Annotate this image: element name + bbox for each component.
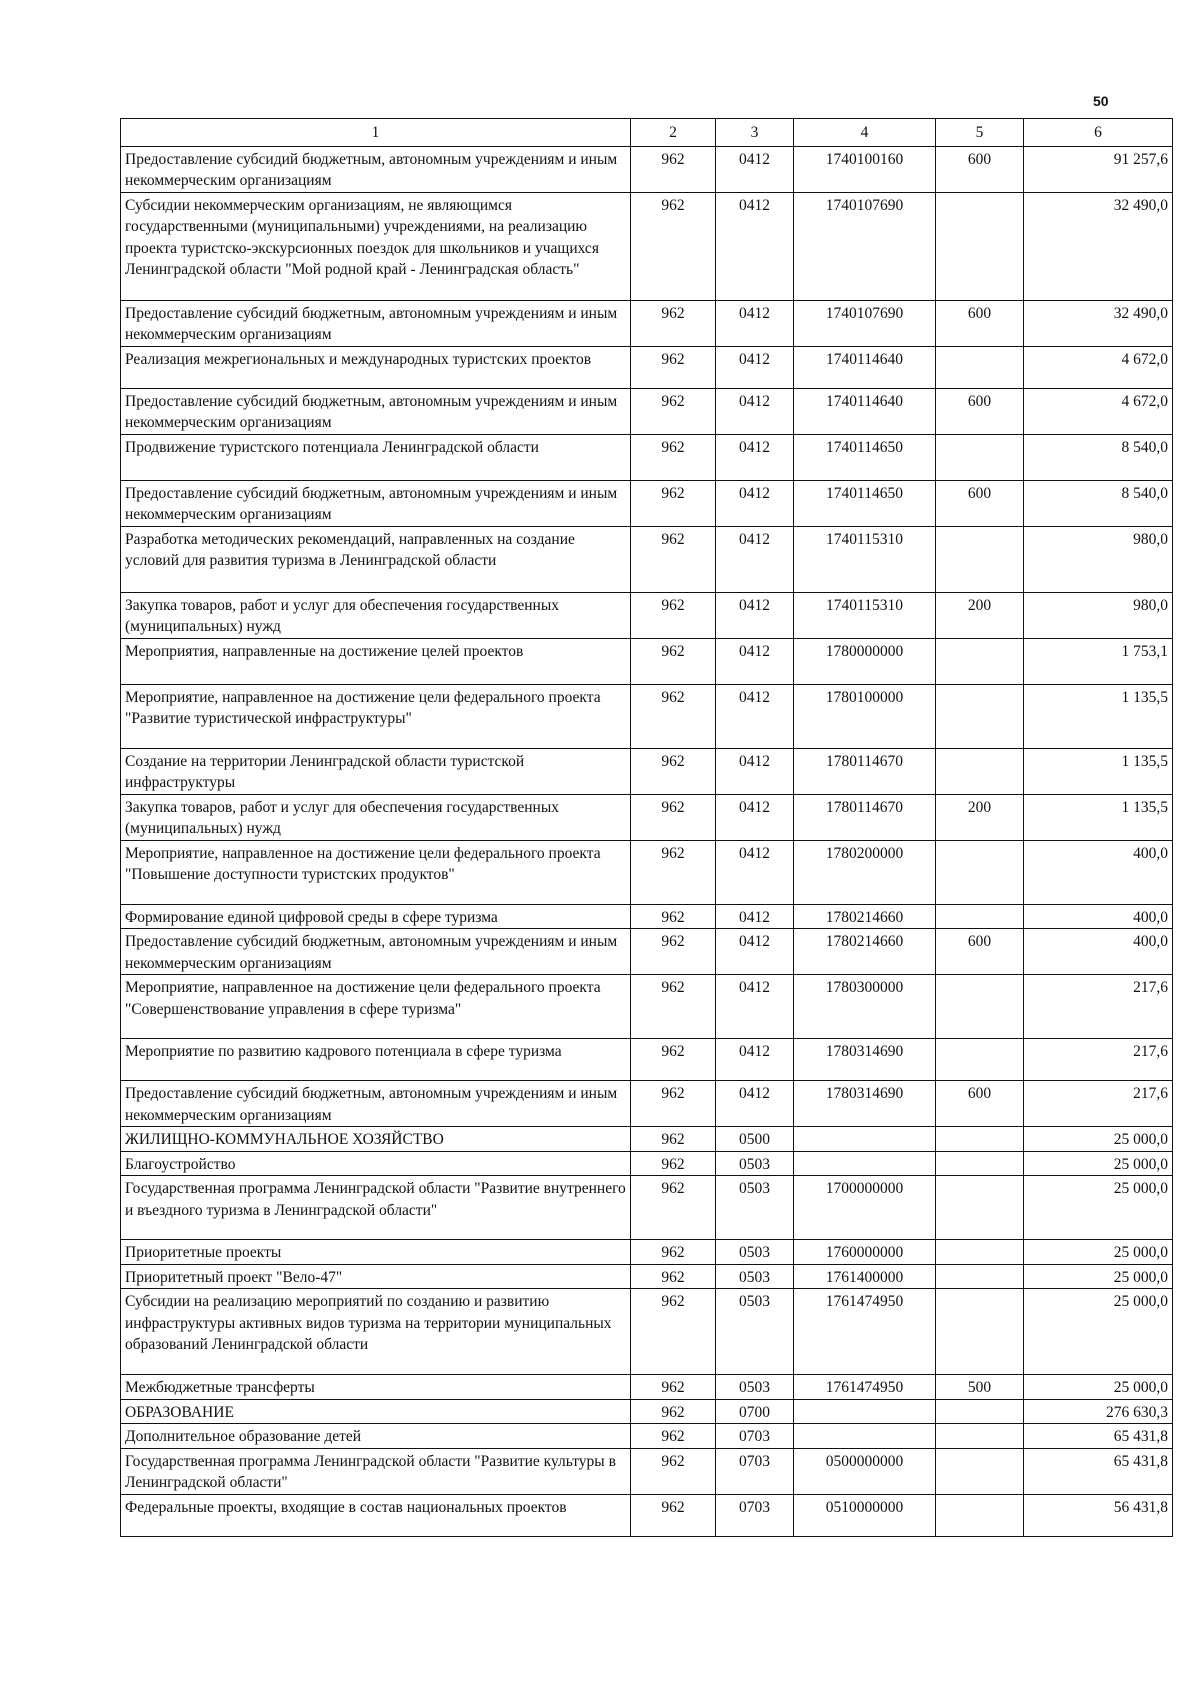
- row-amount-cell: 400,0: [1024, 840, 1173, 904]
- row-amount-cell: 980,0: [1024, 592, 1173, 638]
- page-number: 50: [1093, 93, 1109, 109]
- row-name-cell: Субсидии на реализацию мероприятий по созданию и развитию инфраструктуры активных видов туризма на территории муниципальных образований Ленинградской области: [121, 1289, 631, 1375]
- row-section-code-cell: 0412: [716, 748, 794, 794]
- row-expense-type-cell: [936, 192, 1024, 300]
- row-target-code-cell: 1780314690: [794, 1039, 936, 1081]
- row-amount-cell: 4 672,0: [1024, 388, 1173, 434]
- row-name-cell: Дополнительное образование детей: [121, 1424, 631, 1449]
- row-name-cell: Государственная программа Ленинградской области "Развитие внутреннего и въездного туризма в Ленинградской области": [121, 1176, 631, 1240]
- row-expense-type-cell: 600: [936, 388, 1024, 434]
- row-amount-cell: 25 000,0: [1024, 1127, 1173, 1152]
- table-row: [121, 1151, 1173, 1176]
- row-target-code-cell: 1780114670: [794, 794, 936, 840]
- row-ministry-code-cell: 962: [631, 975, 716, 1039]
- row-target-code-cell: 1740115310: [794, 526, 936, 592]
- row-section-code-cell: 0700: [716, 1399, 794, 1424]
- row-target-code-cell: [794, 1424, 936, 1449]
- table-body: [121, 146, 1173, 1536]
- row-section-code-cell: 0412: [716, 146, 794, 192]
- row-amount-cell: 25 000,0: [1024, 1240, 1173, 1265]
- row-section-code-cell: 0412: [716, 526, 794, 592]
- row-name-cell: ОБРАЗОВАНИЕ: [121, 1399, 631, 1424]
- row-expense-type-cell: [936, 840, 1024, 904]
- row-section-code-cell: 0412: [716, 840, 794, 904]
- row-expense-type-cell: [936, 346, 1024, 388]
- row-section-code-cell: 0412: [716, 480, 794, 526]
- row-name-cell: Закупка товаров, работ и услуг для обеспечения государственных (муниципальных) нужд: [121, 794, 631, 840]
- row-ministry-code-cell: 962: [631, 388, 716, 434]
- row-ministry-code-cell: 962: [631, 146, 716, 192]
- table-row: [121, 434, 1173, 480]
- row-amount-cell: 65 431,8: [1024, 1424, 1173, 1449]
- row-section-code-cell: 0500: [716, 1127, 794, 1152]
- table-row: [121, 1375, 1173, 1400]
- row-target-code-cell: 1780114670: [794, 748, 936, 794]
- table-row: [121, 1127, 1173, 1152]
- row-name-cell: Государственная программа Ленинградской области "Развитие культуры в Ленинградской области": [121, 1448, 631, 1494]
- row-section-code-cell: 0412: [716, 638, 794, 684]
- row-ministry-code-cell: 962: [631, 904, 716, 929]
- table-row: [121, 1039, 1173, 1081]
- row-name-cell: Предоставление субсидий бюджетным, автономным учреждениям и иным некоммерческим организациям: [121, 929, 631, 975]
- column-header-2: 2: [631, 119, 716, 147]
- row-ministry-code-cell: 962: [631, 684, 716, 748]
- row-amount-cell: 217,6: [1024, 975, 1173, 1039]
- row-amount-cell: 276 630,3: [1024, 1399, 1173, 1424]
- row-expense-type-cell: 600: [936, 146, 1024, 192]
- row-name-cell: Мероприятия, направленные на достижение целей проектов: [121, 638, 631, 684]
- row-name-cell: Предоставление субсидий бюджетным, автономным учреждениям и иным некоммерческим организациям: [121, 300, 631, 346]
- row-name-cell: Реализация межрегиональных и международных туристских проектов: [121, 346, 631, 388]
- row-section-code-cell: 0703: [716, 1424, 794, 1449]
- column-header-6: 6: [1024, 119, 1173, 147]
- row-expense-type-cell: [936, 1424, 1024, 1449]
- row-expense-type-cell: [936, 1289, 1024, 1375]
- row-expense-type-cell: [936, 684, 1024, 748]
- row-ministry-code-cell: 962: [631, 300, 716, 346]
- table-row: [121, 592, 1173, 638]
- row-amount-cell: 8 540,0: [1024, 480, 1173, 526]
- table-row: [121, 346, 1173, 388]
- row-expense-type-cell: [936, 1240, 1024, 1265]
- row-expense-type-cell: [936, 638, 1024, 684]
- row-amount-cell: 25 000,0: [1024, 1289, 1173, 1375]
- table-row: [121, 975, 1173, 1039]
- row-section-code-cell: 0412: [716, 794, 794, 840]
- table-row: [121, 904, 1173, 929]
- row-ministry-code-cell: 962: [631, 1375, 716, 1400]
- row-section-code-cell: 0412: [716, 1039, 794, 1081]
- row-ministry-code-cell: 962: [631, 1127, 716, 1152]
- row-expense-type-cell: [936, 1399, 1024, 1424]
- table-row: [121, 1289, 1173, 1375]
- table-header: [121, 119, 1173, 147]
- row-name-cell: Разработка методических рекомендаций, направленных на создание условий для развития туризма в Ленинградской области: [121, 526, 631, 592]
- row-target-code-cell: 1780300000: [794, 975, 936, 1039]
- table-row: [121, 840, 1173, 904]
- row-expense-type-cell: [936, 1448, 1024, 1494]
- table-row: [121, 192, 1173, 300]
- row-name-cell: Предоставление субсидий бюджетным, автономным учреждениям и иным некоммерческим организациям: [121, 146, 631, 192]
- row-name-cell: Предоставление субсидий бюджетным, автономным учреждениям и иным некоммерческим организациям: [121, 1081, 631, 1127]
- row-section-code-cell: 0703: [716, 1494, 794, 1536]
- row-target-code-cell: 1740115310: [794, 592, 936, 638]
- row-ministry-code-cell: 962: [631, 1399, 716, 1424]
- row-amount-cell: 25 000,0: [1024, 1176, 1173, 1240]
- row-ministry-code-cell: 962: [631, 346, 716, 388]
- row-ministry-code-cell: 962: [631, 1039, 716, 1081]
- table-row: [121, 1176, 1173, 1240]
- row-expense-type-cell: 500: [936, 1375, 1024, 1400]
- row-name-cell: Мероприятие, направленное на достижение цели федерального проекта "Совершенствование управления в сфере туризма": [121, 975, 631, 1039]
- table-row: [121, 794, 1173, 840]
- row-name-cell: Предоставление субсидий бюджетным, автономным учреждениям и иным некоммерческим организациям: [121, 388, 631, 434]
- table-row: [121, 1081, 1173, 1127]
- row-expense-type-cell: [936, 1264, 1024, 1289]
- table-row: [121, 1448, 1173, 1494]
- row-expense-type-cell: [936, 1039, 1024, 1081]
- budget-table: [120, 118, 1173, 1537]
- row-section-code-cell: 0412: [716, 1081, 794, 1127]
- row-target-code-cell: 1780214660: [794, 929, 936, 975]
- row-amount-cell: 25 000,0: [1024, 1151, 1173, 1176]
- row-amount-cell: 1 135,5: [1024, 748, 1173, 794]
- table-row: [121, 526, 1173, 592]
- row-ministry-code-cell: 962: [631, 794, 716, 840]
- row-amount-cell: 25 000,0: [1024, 1264, 1173, 1289]
- row-target-code-cell: 0500000000: [794, 1448, 936, 1494]
- column-header-1: 1: [121, 119, 631, 147]
- row-ministry-code-cell: 962: [631, 929, 716, 975]
- row-amount-cell: 56 431,8: [1024, 1494, 1173, 1536]
- row-target-code-cell: [794, 1399, 936, 1424]
- column-header-4: 4: [794, 119, 936, 147]
- row-section-code-cell: 0412: [716, 975, 794, 1039]
- row-target-code-cell: 1700000000: [794, 1176, 936, 1240]
- table-row: [121, 1240, 1173, 1265]
- row-name-cell: Мероприятие, направленное на достижение цели федерального проекта "Повышение доступности туристских продуктов": [121, 840, 631, 904]
- row-amount-cell: 217,6: [1024, 1039, 1173, 1081]
- row-target-code-cell: 1740114650: [794, 480, 936, 526]
- row-ministry-code-cell: 962: [631, 592, 716, 638]
- row-expense-type-cell: [936, 1127, 1024, 1152]
- row-name-cell: ЖИЛИЩНО-КОММУНАЛЬНОЕ ХОЗЯЙСТВО: [121, 1127, 631, 1152]
- row-amount-cell: 980,0: [1024, 526, 1173, 592]
- row-amount-cell: 32 490,0: [1024, 300, 1173, 346]
- row-section-code-cell: 0412: [716, 684, 794, 748]
- row-target-code-cell: [794, 1151, 936, 1176]
- row-section-code-cell: 0703: [716, 1448, 794, 1494]
- row-expense-type-cell: 200: [936, 794, 1024, 840]
- row-section-code-cell: 0412: [716, 592, 794, 638]
- row-expense-type-cell: 200: [936, 592, 1024, 638]
- header-row: [121, 119, 1173, 147]
- table-row: [121, 388, 1173, 434]
- row-target-code-cell: 1740114640: [794, 388, 936, 434]
- row-ministry-code-cell: 962: [631, 1151, 716, 1176]
- row-expense-type-cell: [936, 904, 1024, 929]
- row-amount-cell: 400,0: [1024, 929, 1173, 975]
- row-target-code-cell: 1740100160: [794, 146, 936, 192]
- row-ministry-code-cell: 962: [631, 526, 716, 592]
- row-expense-type-cell: [936, 434, 1024, 480]
- row-expense-type-cell: [936, 975, 1024, 1039]
- row-target-code-cell: 1761400000: [794, 1264, 936, 1289]
- table-row: [121, 684, 1173, 748]
- row-amount-cell: 1 753,1: [1024, 638, 1173, 684]
- row-target-code-cell: 1780100000: [794, 684, 936, 748]
- row-expense-type-cell: [936, 1494, 1024, 1536]
- row-amount-cell: 217,6: [1024, 1081, 1173, 1127]
- row-target-code-cell: 1780000000: [794, 638, 936, 684]
- row-expense-type-cell: [936, 1151, 1024, 1176]
- table-row: [121, 146, 1173, 192]
- row-ministry-code-cell: 962: [631, 638, 716, 684]
- row-amount-cell: 65 431,8: [1024, 1448, 1173, 1494]
- row-name-cell: Субсидии некоммерческим организациям, не являющимся государственными (муниципальными) учреждениями, на реализацию проекта туристско-экскурсионных поездок для школьников и учащихся Ленинградской области "Мой родной край - Ленинградская область": [121, 192, 631, 300]
- row-ministry-code-cell: 962: [631, 840, 716, 904]
- table-row: [121, 1399, 1173, 1424]
- row-ministry-code-cell: 962: [631, 1264, 716, 1289]
- row-expense-type-cell: 600: [936, 300, 1024, 346]
- row-amount-cell: 1 135,5: [1024, 794, 1173, 840]
- row-expense-type-cell: [936, 1176, 1024, 1240]
- row-name-cell: Федеральные проекты, входящие в состав национальных проектов: [121, 1494, 631, 1536]
- row-name-cell: Приоритетный проект "Вело-47": [121, 1264, 631, 1289]
- row-target-code-cell: 1780314690: [794, 1081, 936, 1127]
- row-target-code-cell: 1740114640: [794, 346, 936, 388]
- row-section-code-cell: 0503: [716, 1151, 794, 1176]
- row-amount-cell: 400,0: [1024, 904, 1173, 929]
- row-section-code-cell: 0412: [716, 388, 794, 434]
- row-section-code-cell: 0412: [716, 300, 794, 346]
- row-name-cell: Создание на территории Ленинградской области туристской инфраструктуры: [121, 748, 631, 794]
- table-row: [121, 300, 1173, 346]
- table-row: [121, 638, 1173, 684]
- row-section-code-cell: 0503: [716, 1264, 794, 1289]
- table-row: [121, 929, 1173, 975]
- row-ministry-code-cell: 962: [631, 480, 716, 526]
- row-target-code-cell: 1740114650: [794, 434, 936, 480]
- table-row: [121, 748, 1173, 794]
- row-target-code-cell: 1761474950: [794, 1375, 936, 1400]
- row-amount-cell: 32 490,0: [1024, 192, 1173, 300]
- row-section-code-cell: 0412: [716, 929, 794, 975]
- row-target-code-cell: 1780200000: [794, 840, 936, 904]
- row-amount-cell: 91 257,6: [1024, 146, 1173, 192]
- row-section-code-cell: 0412: [716, 434, 794, 480]
- row-section-code-cell: 0412: [716, 904, 794, 929]
- column-header-5: 5: [936, 119, 1024, 147]
- table-row: [121, 1264, 1173, 1289]
- row-expense-type-cell: 600: [936, 480, 1024, 526]
- row-ministry-code-cell: 962: [631, 1176, 716, 1240]
- row-target-code-cell: 1760000000: [794, 1240, 936, 1265]
- row-section-code-cell: 0503: [716, 1289, 794, 1375]
- row-ministry-code-cell: 962: [631, 1424, 716, 1449]
- row-ministry-code-cell: 962: [631, 1240, 716, 1265]
- row-amount-cell: 4 672,0: [1024, 346, 1173, 388]
- row-name-cell: Мероприятие, направленное на достижение цели федерального проекта "Развитие туристической инфраструктуры": [121, 684, 631, 748]
- table-row: [121, 1424, 1173, 1449]
- row-section-code-cell: 0503: [716, 1176, 794, 1240]
- row-amount-cell: 25 000,0: [1024, 1375, 1173, 1400]
- row-expense-type-cell: 600: [936, 929, 1024, 975]
- row-name-cell: Благоустройство: [121, 1151, 631, 1176]
- row-target-code-cell: 1780214660: [794, 904, 936, 929]
- row-name-cell: Формирование единой цифровой среды в сфере туризма: [121, 904, 631, 929]
- table-row: [121, 480, 1173, 526]
- row-target-code-cell: [794, 1127, 936, 1152]
- column-header-3: 3: [716, 119, 794, 147]
- row-name-cell: Мероприятие по развитию кадрового потенциала в сфере туризма: [121, 1039, 631, 1081]
- row-name-cell: Предоставление субсидий бюджетным, автономным учреждениям и иным некоммерческим организациям: [121, 480, 631, 526]
- row-ministry-code-cell: 962: [631, 1494, 716, 1536]
- row-amount-cell: 8 540,0: [1024, 434, 1173, 480]
- row-name-cell: Закупка товаров, работ и услуг для обеспечения государственных (муниципальных) нужд: [121, 592, 631, 638]
- row-ministry-code-cell: 962: [631, 1448, 716, 1494]
- table-row: [121, 1494, 1173, 1536]
- row-expense-type-cell: [936, 526, 1024, 592]
- row-section-code-cell: 0412: [716, 346, 794, 388]
- row-ministry-code-cell: 962: [631, 1081, 716, 1127]
- row-name-cell: Приоритетные проекты: [121, 1240, 631, 1265]
- row-section-code-cell: 0503: [716, 1375, 794, 1400]
- row-ministry-code-cell: 962: [631, 1289, 716, 1375]
- row-name-cell: Межбюджетные трансферты: [121, 1375, 631, 1400]
- row-name-cell: Продвижение туристского потенциала Ленинградской области: [121, 434, 631, 480]
- row-target-code-cell: 1740107690: [794, 300, 936, 346]
- row-target-code-cell: 1740107690: [794, 192, 936, 300]
- row-section-code-cell: 0412: [716, 192, 794, 300]
- row-expense-type-cell: [936, 748, 1024, 794]
- row-section-code-cell: 0503: [716, 1240, 794, 1265]
- row-target-code-cell: 0510000000: [794, 1494, 936, 1536]
- row-ministry-code-cell: 962: [631, 434, 716, 480]
- row-target-code-cell: 1761474950: [794, 1289, 936, 1375]
- row-expense-type-cell: 600: [936, 1081, 1024, 1127]
- row-amount-cell: 1 135,5: [1024, 684, 1173, 748]
- row-ministry-code-cell: 962: [631, 192, 716, 300]
- row-ministry-code-cell: 962: [631, 748, 716, 794]
